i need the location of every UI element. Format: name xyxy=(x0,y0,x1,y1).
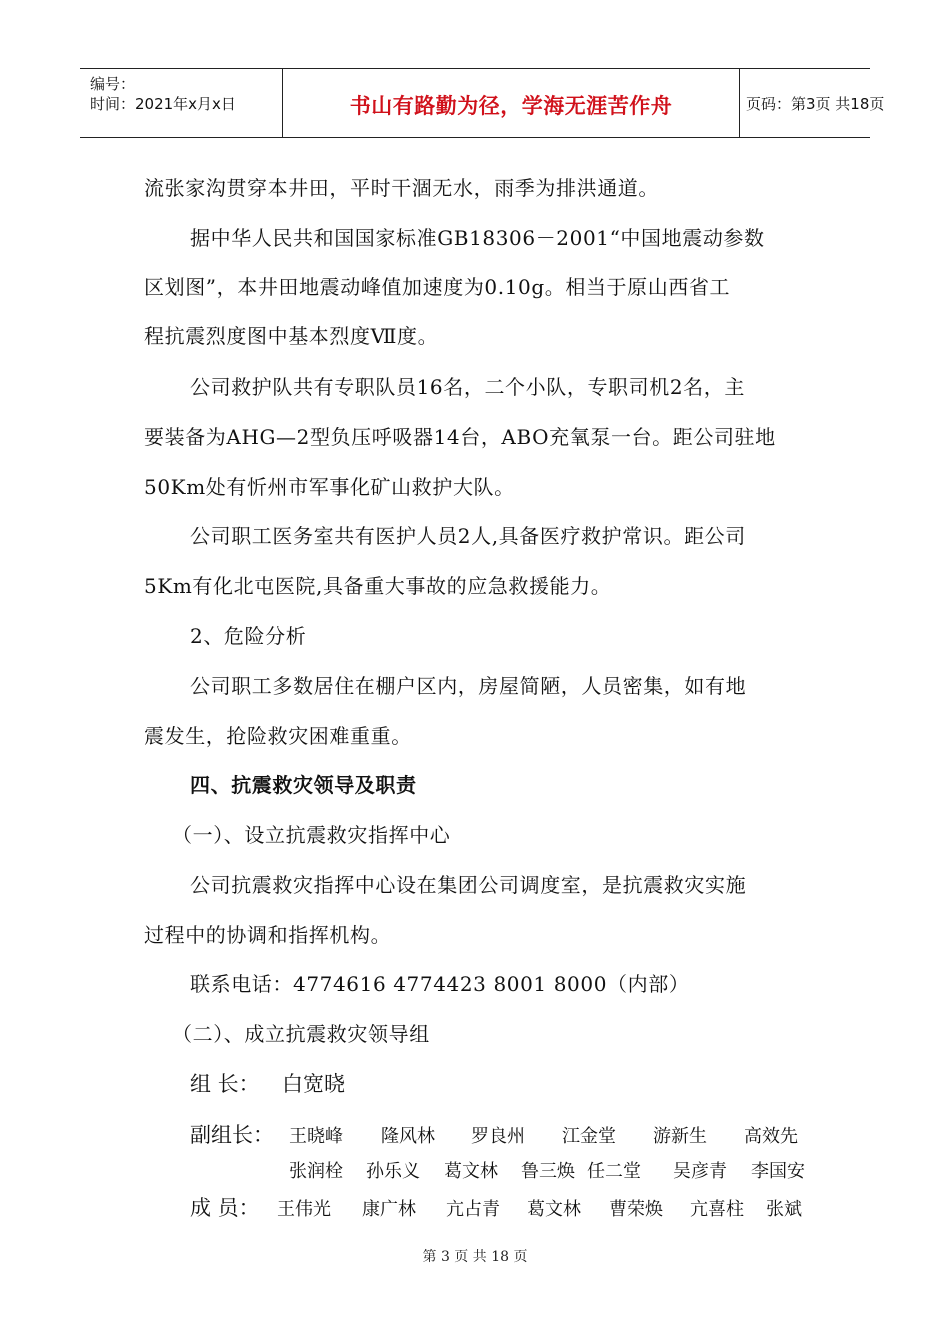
deputy-name: 孙乐义 xyxy=(366,1161,420,1182)
header-motto-cell xyxy=(282,69,740,137)
leader-label: 组 长： xyxy=(190,1072,260,1096)
leader-name: 白宽晓 xyxy=(282,1072,345,1096)
body-line: 据中华人民共和国国家标准GB18306－2001“中国地震动参数 xyxy=(190,226,765,250)
member-name: 张斌 xyxy=(766,1199,802,1220)
section-heading: 2、危险分析 xyxy=(190,624,307,648)
body-line: 公司救护队共有专职队员16名，二个小队，专职司机2名，主 xyxy=(190,375,745,399)
deputy-name: 江金堂 xyxy=(562,1126,616,1147)
member-name: 亢占青 xyxy=(446,1199,500,1220)
deputy-name: 任二堂 xyxy=(587,1161,641,1182)
header-meta-cell xyxy=(80,69,282,137)
deputy-name: 罗良州 xyxy=(471,1126,525,1147)
deputy-name: 张润栓 xyxy=(289,1161,343,1182)
body-line: 流张家沟贯穿本井田，平时干涸无水，雨季为排洪通道。 xyxy=(144,176,659,200)
subsection-heading: （二）、成立抗震救灾领导组 xyxy=(172,1022,430,1046)
member-name: 葛文林 xyxy=(527,1199,581,1220)
body-line: 区划图”，本井田地震动峰值加速度为0.10g。相当于原山西省工 xyxy=(144,275,731,299)
members-label: 成 员： xyxy=(190,1196,260,1220)
chapter-heading: 四、抗震救灾领导及职责 xyxy=(190,773,417,797)
deputy-label: 副组长： xyxy=(190,1123,274,1147)
body-line: 要装备为AHG—2型负压呼吸器14台，ABO充氧泵一台。距公司驻地 xyxy=(144,425,776,449)
contact-phone-line: 联系电话：4774616 4774423 8001 8000（内部） xyxy=(190,972,690,996)
deputy-name: 隆风林 xyxy=(381,1126,435,1147)
deputy-name: 吴彦青 xyxy=(673,1161,727,1182)
deputy-name: 葛文林 xyxy=(444,1161,498,1182)
header-page-code: 页码：第3页 共18页 xyxy=(746,95,885,113)
document-time-label: 时间：2021年x月x日 xyxy=(90,95,236,113)
deputy-name: 高效先 xyxy=(744,1126,798,1147)
header-page-cell xyxy=(740,69,885,137)
member-name: 曹荣焕 xyxy=(609,1199,663,1220)
header-motto: 书山有路勤为径，学海无涯苦作舟 xyxy=(349,94,673,118)
body-line: 50Km处有忻州市军事化矿山救护大队。 xyxy=(144,475,515,499)
body-line: 公司职工多数居住在棚户区内，房屋简陋，人员密集，如有地 xyxy=(190,674,747,698)
member-name: 亢喜柱 xyxy=(690,1199,744,1220)
body-line: 震发生，抢险救灾困难重重。 xyxy=(144,724,412,748)
body-line: 5Km有化北屯医院,具备重大事故的应急救援能力。 xyxy=(144,574,612,598)
deputy-name: 鲁三焕 xyxy=(521,1161,575,1182)
member-name: 王伟光 xyxy=(277,1199,331,1220)
deputy-name: 游新生 xyxy=(653,1126,707,1147)
body-line: 程抗震烈度图中基本烈度Ⅶ度。 xyxy=(144,324,439,348)
body-line: 公司职工医务室共有医护人员2人,具备医疗救护常识。距公司 xyxy=(190,524,746,548)
body-line: 公司抗震救灾指挥中心设在集团公司调度室，是抗震救灾实施 xyxy=(190,873,747,897)
document-header xyxy=(80,68,885,138)
document-number-label: 编号： xyxy=(90,75,136,93)
deputy-name: 李国安 xyxy=(751,1161,805,1182)
body-line: 过程中的协调和指挥机构。 xyxy=(144,923,392,947)
subsection-heading: （一）、设立抗震救灾指挥中心 xyxy=(172,823,451,847)
deputy-name: 王晓峰 xyxy=(289,1126,343,1147)
member-name: 康广林 xyxy=(362,1199,416,1220)
page-footer: 第 3 页 共 18 页 xyxy=(422,1249,528,1265)
